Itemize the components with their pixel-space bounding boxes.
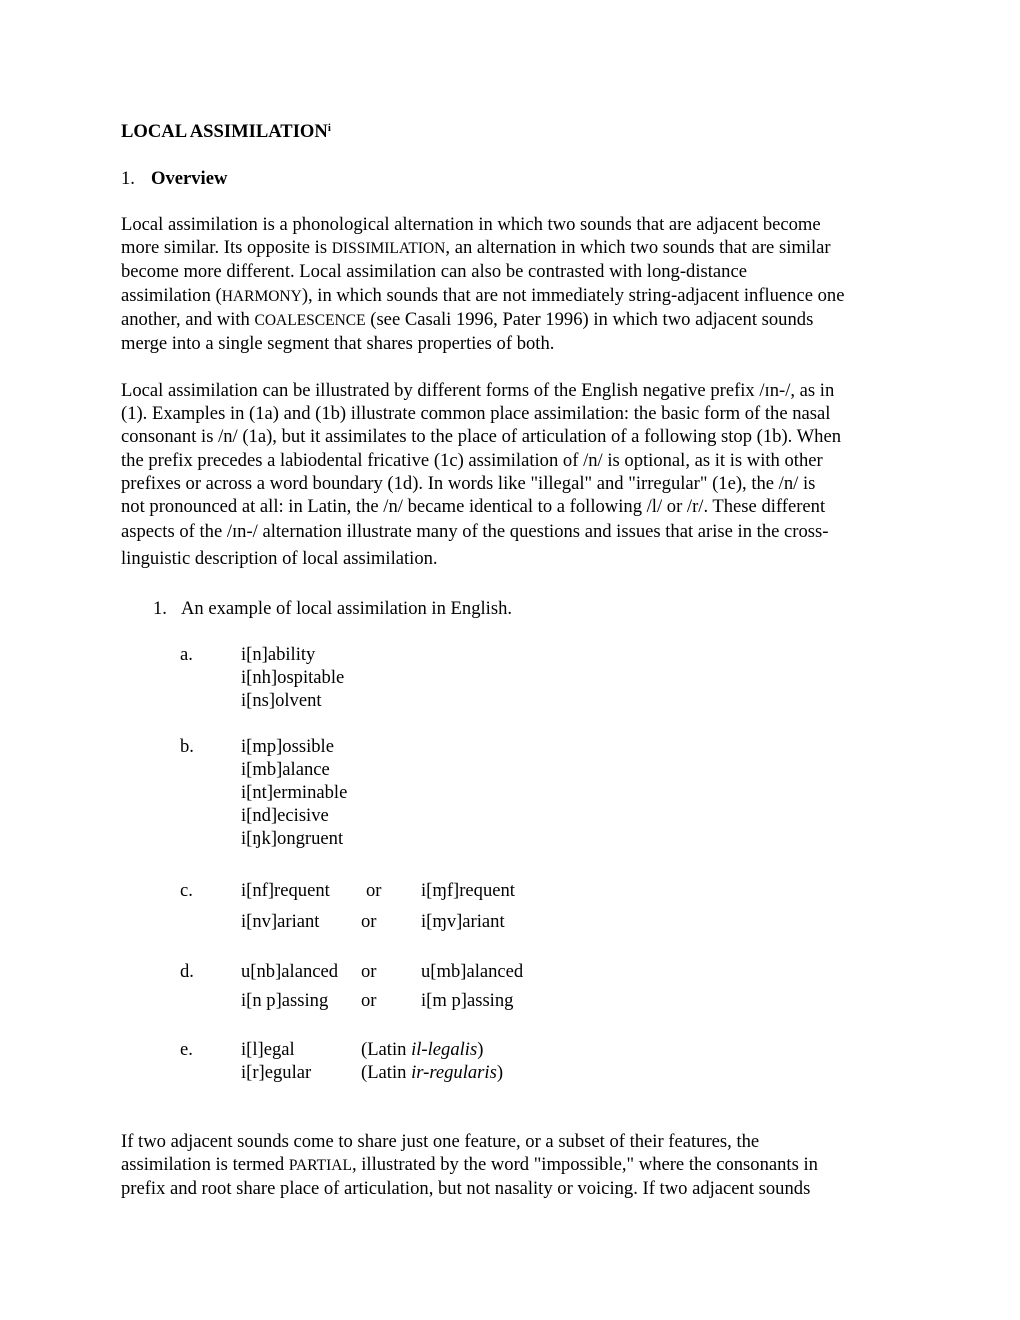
text-line: consonant is /n/ (1a), but it assimilates to the place of articulation of a following stop (1b). When	[121, 426, 841, 448]
section-label: Overview	[151, 168, 228, 189]
example-caption	[153, 598, 512, 620]
text-line: (1). Examples in (1a) and (1b) illustrate common place assimilation: the basic form of the nasal	[121, 403, 831, 425]
example-form: i[mb]alance	[241, 759, 330, 780]
example-form: i[nt]erminable	[241, 782, 348, 803]
example-form: i[n p]assing	[241, 990, 329, 1011]
text-line: Local assimilation is a phonological alternation in which two sounds that are adjacent become	[121, 214, 821, 235]
example-form: i[l]egal	[241, 1039, 295, 1060]
term-harmony: HARMONY	[221, 287, 302, 305]
example-or: or	[366, 880, 382, 901]
example-form: i[ns]olvent	[241, 690, 322, 711]
text-line: linguistic description of local assimilation.	[121, 548, 438, 570]
example-letter: c.	[180, 880, 193, 901]
example-form-alt: i[ɱv]ariant	[421, 911, 505, 932]
text-line: merge into a single segment that shares properties of both.	[121, 333, 555, 355]
example-letter: a.	[180, 644, 193, 665]
example-form: i[nv]ariant	[241, 911, 320, 932]
example-form: u[nb]alanced	[241, 961, 339, 982]
example-form: i[ŋk]ongruent	[241, 828, 344, 849]
text-line: If two adjacent sounds come to share just one feature, or a subset of their features, the	[121, 1131, 760, 1152]
example-form-alt: i[m p]assing	[421, 990, 514, 1011]
text-line: prefixes or across a word boundary (1d). In words like "illegal" and "irregular" (1e), the /n/ is	[121, 472, 816, 494]
text-line: become more different. Local assimilation can also be contrasted with long-distance	[121, 261, 747, 283]
latin-form: il-legalis	[411, 1039, 478, 1060]
term-dissimilation: DISSIMILATION	[331, 240, 446, 258]
example-caption-text: An example of local assimilation in English.	[181, 598, 513, 619]
example-form: i[n]ability	[241, 644, 316, 665]
text-line: more similar. Its opposite is DISSIMILATION, an alternation in which two sounds that are similar	[121, 237, 831, 259]
example-form: i[r]egular	[241, 1062, 312, 1083]
text-line: aspects of the /ɪn-/ alternation illustrate many of the questions and issues that arise in the cross-	[121, 521, 829, 543]
example-letter: d.	[180, 961, 194, 982]
text-line: the prefix precedes a labiodental fricative (1c) assimilation of /n/ is optional, as it is with other	[121, 449, 823, 471]
example-form: i[nh]ospitable	[241, 667, 345, 688]
document-title: LOCAL ASSIMILATION$^i$	[121, 121, 331, 142]
paragraph-partial-assimilation	[121, 1130, 921, 1201]
section-heading	[121, 168, 227, 190]
example-form: i[mp]ossible	[241, 736, 334, 757]
paragraph-overview-2	[121, 379, 921, 572]
example-or: or	[361, 990, 377, 1011]
text-line: assimilation is termed PARTIAL, illustrated by the word "impossible," where the consonants in	[121, 1154, 818, 1176]
section-number: 1.	[121, 168, 135, 189]
example-or: or	[361, 961, 377, 982]
example-letter: e.	[180, 1039, 193, 1060]
example-form-alt: u[mb]alanced	[421, 961, 524, 982]
text-line: prefix and root share place of articulation, but not nasality or voicing. If two adjacent sounds	[121, 1178, 811, 1200]
example-form: i[nf]requent	[241, 880, 330, 901]
paragraph-overview-1	[121, 213, 921, 355]
example-form-alt: i[ɱf]requent	[421, 880, 515, 901]
text-line: assimilation (HARMONY), in which sounds that are not immediately string-adjacent influence one	[121, 284, 845, 306]
term-partial: PARTIAL	[288, 1157, 352, 1175]
example-gloss: (Latin ir-regularis)	[361, 1062, 504, 1083]
term-coalescence: COALESCENCE	[254, 311, 366, 329]
latin-form: ir-regularis	[411, 1062, 497, 1083]
example-form: i[nd]ecisive	[241, 805, 329, 826]
example-or: or	[361, 911, 377, 932]
example-number: 1.	[153, 598, 167, 619]
text-line: Local assimilation can be illustrated by different forms of the English negative prefix /ɪn-/, as in	[121, 380, 835, 401]
example-gloss: (Latin il-legalis)	[361, 1039, 484, 1060]
text-line: not pronounced at all: in Latin, the /n/ became identical to a following /l/ or /r/. These different	[121, 496, 826, 518]
footnote-marker[interactable]: i	[327, 122, 331, 134]
text-line: another, and with COALESCENCE (see Casali 1996, Pater 1996) in which two adjacent sounds	[121, 308, 814, 330]
example-letter: b.	[180, 736, 194, 757]
